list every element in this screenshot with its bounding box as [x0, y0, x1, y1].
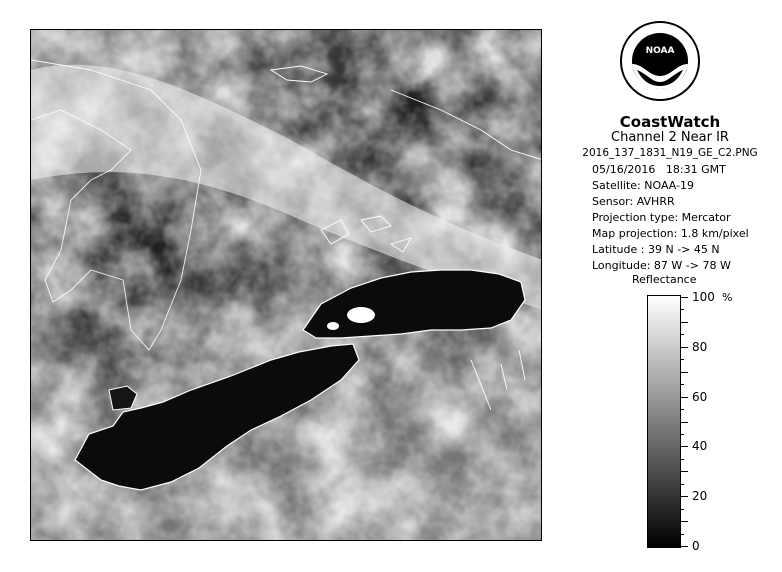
cloud-patch [347, 307, 375, 323]
noaa-logo-icon [619, 20, 701, 102]
colorbar-unit: % [722, 291, 733, 304]
colorbar-label: Reflectance [632, 273, 697, 286]
colorbar-minor-tick [680, 446, 688, 447]
colorbar-minor-tick [680, 372, 688, 373]
colorbar-minor-tick [680, 434, 684, 435]
product-title: CoastWatch [619, 113, 721, 131]
product-date: 05/16/2016 [592, 163, 656, 176]
colorbar-minor-tick [680, 347, 688, 348]
colorbar-minor-tick [680, 359, 684, 360]
satellite-image [30, 29, 542, 541]
colorbar-tick-label: 80 [692, 340, 708, 354]
meta-latitude: Latitude : 39 N -> 45 N [592, 243, 720, 256]
product-datetime [592, 163, 726, 176]
colorbar-minor-tick [680, 334, 684, 335]
meta-longitude: Longitude: 87 W -> 78 W [592, 259, 731, 272]
colorbar-minor-tick [680, 409, 684, 410]
noaa-logo [619, 20, 701, 102]
cloud-patch [327, 322, 339, 330]
colorbar-tick-label: 100 [692, 290, 715, 304]
meta-satellite: Satellite: NOAA-19 [592, 179, 695, 192]
logo-center-text: NOAA [645, 46, 675, 56]
colorbar-tick-label: 40 [692, 439, 708, 453]
product-filename: 2016_137_1831_N19_GE_C2.PNG [582, 147, 758, 159]
colorbar-minor-tick [680, 297, 688, 298]
colorbar-minor-tick [680, 521, 688, 522]
colorbar-minor-tick [680, 496, 688, 497]
colorbar-tick-label: 0 [692, 539, 700, 553]
colorbar-minor-tick [680, 384, 684, 385]
colorbar-minor-tick [680, 322, 688, 323]
colorbar-tick-label: 60 [692, 390, 708, 404]
colorbar-minor-tick [680, 309, 684, 310]
colorbar-minor-tick [680, 459, 684, 460]
colorbar-minor-tick [680, 471, 688, 472]
product-time: 18:31 GMT [665, 163, 726, 176]
meta-sensor: Sensor: AVHRR [592, 195, 675, 208]
colorbar-minor-tick [680, 422, 688, 423]
colorbar [647, 295, 681, 548]
colorbar-minor-tick [680, 546, 688, 547]
product-channel: Channel 2 Near IR [611, 130, 729, 145]
meta-projection-type: Projection type: Mercator [592, 211, 731, 224]
meta-map-projection: Map projection: 1.8 km/pixel [592, 227, 749, 240]
satellite-image-canvas [31, 30, 542, 541]
colorbar-minor-tick [680, 397, 688, 398]
colorbar-minor-tick [680, 534, 684, 535]
colorbar-minor-tick [680, 484, 684, 485]
colorbar-tick-label: 20 [692, 489, 708, 503]
colorbar-minor-tick [680, 509, 684, 510]
